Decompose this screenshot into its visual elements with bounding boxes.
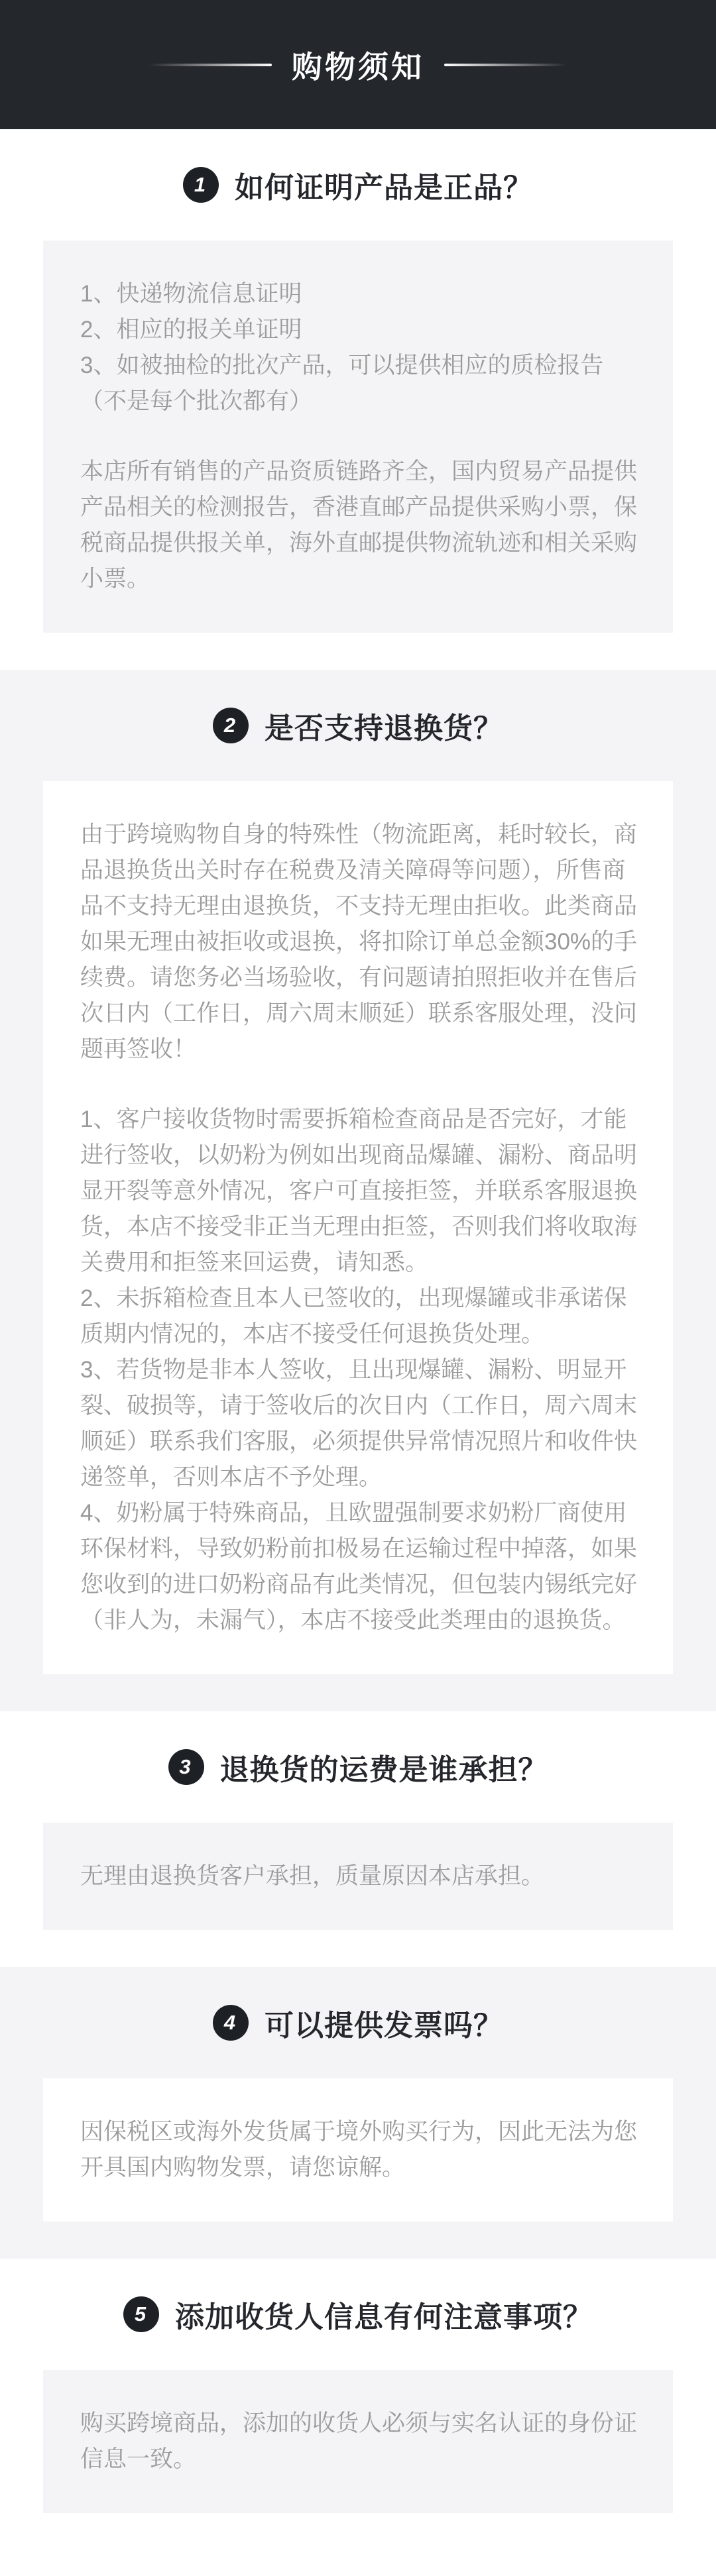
section-number-badge: 1 bbox=[183, 167, 219, 203]
section-returns bbox=[0, 670, 716, 1711]
paragraph: 因保税区或海外发货属于境外购买行为，因此无法为您开具国内购物发票，请您谅解。 bbox=[80, 2119, 638, 2180]
section-title bbox=[0, 1746, 716, 1788]
notice-line: 1、快递物流信息证明 bbox=[80, 281, 302, 307]
page-title: 购物须知 bbox=[292, 49, 424, 84]
section-title bbox=[0, 2002, 716, 2044]
section-number-badge: 3 bbox=[168, 1749, 204, 1785]
decorative-line-right bbox=[444, 64, 567, 66]
section-recipient-info bbox=[0, 2259, 716, 2550]
section-invoice bbox=[0, 1967, 716, 2259]
section-heading: 如何证明产品是正品？ bbox=[235, 172, 533, 204]
paragraph: 4、奶粉属于特殊商品，且欧盟强制要求奶粉厂商使用环保材料，导致奶粉前扣极易在运输过程中掉落，如果您收到的进口奶粉商品有此类情况，但包装内锡纸完好（非人为，未漏气），本店不接受此类理由的退换货。 bbox=[80, 1500, 638, 1633]
section-number-badge: 2 bbox=[213, 708, 249, 743]
paragraph: 3、若货物是非本人签收，且出现爆罐、漏粉、明显开裂、破损等，请于签收后的次日内（工作日，周六周末顺延）联系我们客服，必须提供异常情况照片和收件快递签单，否则本店不予处理。 bbox=[80, 1357, 638, 1490]
content-box bbox=[43, 781, 673, 1674]
content-box bbox=[43, 2370, 673, 2513]
paragraph: 1、客户接收货物时需要拆箱检查商品是否完好，才能进行签收，以奶粉为例如出现商品爆罐、漏粉、商品明显开裂等意外情况，客户可直接拒签，并联系客服退换货，本店不接受非正当无理由拒签，否则我们将收取海关费用和拒签来回运费，请知悉。 bbox=[80, 1106, 638, 1275]
content-box bbox=[43, 2078, 673, 2222]
section-number-badge: 4 bbox=[213, 2005, 249, 2041]
content-box bbox=[43, 241, 673, 633]
paragraph: 2、未拆箱检查且本人已签收的，出现爆罐或非承诺保质期内情况的，本店不接受任何退换货处理。 bbox=[80, 1285, 627, 1347]
header-banner bbox=[0, 0, 716, 129]
section-number-badge: 5 bbox=[123, 2296, 159, 2332]
notice-line: 3、如被抽检的批次产品，可以提供相应的质检报告（不是每个批次都有） bbox=[80, 352, 604, 414]
section-title bbox=[0, 2293, 716, 2335]
section-authenticity bbox=[0, 129, 716, 670]
section-title bbox=[0, 164, 716, 206]
section-heading: 退换货的运费是谁承担？ bbox=[219, 1754, 548, 1786]
notice-line: 2、相应的报关单证明 bbox=[80, 317, 302, 343]
decorative-line-left bbox=[149, 64, 272, 66]
section-heading: 可以提供发票吗？ bbox=[265, 2010, 503, 2042]
paragraph: 由于跨境购物自身的特殊性（物流距离，耗时较长，商品退换货出关时存在税费及清关障碍等问题），所售商品不支持无理由退换货，不支持无理由拒收。此类商品如果无理由被拒收或退换，将扣除订单总金额30%的手续费。请您务必当场验收，有问题请拍照拒收并在售后次日内（工作日，周六周末顺延）联系客服处理，没问题再签收！ bbox=[80, 822, 638, 1062]
paragraph: 购买跨境商品，添加的收货人必须与实名认证的身份证信息一致。 bbox=[80, 2410, 638, 2472]
section-heading: 是否支持退换货？ bbox=[265, 712, 503, 745]
section-title bbox=[0, 704, 716, 747]
content-box bbox=[43, 1823, 673, 1930]
paragraph: 本店所有销售的产品资质链路齐全，国内贸易产品提供产品相关的检测报告，香港直邮产品提供采购小票，保税商品提供报关单，海外直邮提供物流轨迹和相关采购小票。 bbox=[80, 458, 638, 592]
section-heading: 添加收货人信息有何注意事项？ bbox=[175, 2301, 593, 2334]
paragraph: 无理由退换货客户承担，质量原因本店承担。 bbox=[80, 1863, 545, 1889]
section-return-shipping-fee bbox=[0, 1711, 716, 1967]
